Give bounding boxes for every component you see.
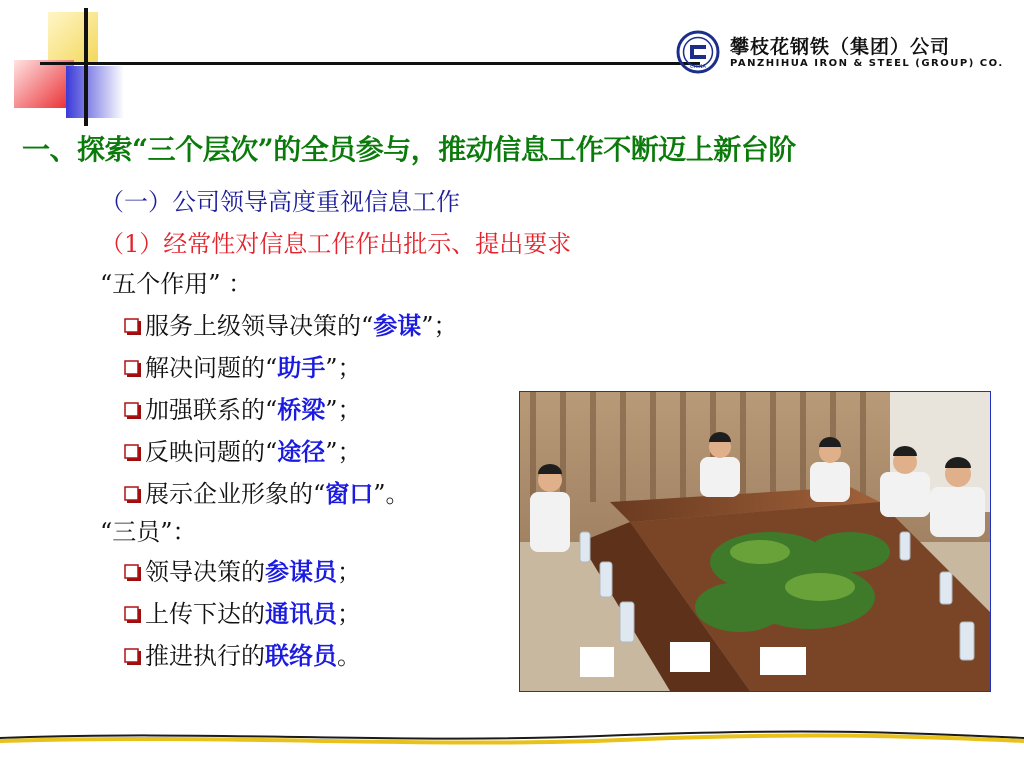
- item-punctuation: 。: [337, 642, 361, 670]
- item-text: 上传下达的: [145, 600, 265, 628]
- company-name-cn: 攀枝花钢铁（集团）公司: [730, 36, 951, 58]
- checkbox-bullet-icon: [124, 648, 142, 666]
- company-logo: [676, 30, 1016, 74]
- checkbox-bullet-icon: [124, 444, 142, 462]
- five-roles-item: [124, 432, 362, 467]
- group-label-three-members: “三员”：: [100, 518, 197, 546]
- section-heading: （一）公司领导高度重视信息工作: [100, 188, 460, 216]
- item-punctuation: ”。: [373, 480, 410, 508]
- item-key-term: 参谋: [373, 311, 422, 340]
- checkbox-bullet-icon: [124, 360, 142, 378]
- item-text: 加强联系的“: [145, 396, 278, 424]
- item-text: 反映问题的“: [145, 438, 278, 466]
- item-text: 展示企业形象的“: [145, 480, 326, 508]
- item-key-term: 联络员: [265, 641, 337, 670]
- item-text: 推进执行的: [145, 642, 265, 670]
- checkbox-bullet-icon: [124, 564, 142, 582]
- company-name-en: PANZHIHUA IRON & STEEL (GROUP) CO.: [730, 58, 1004, 69]
- three-members-item: [124, 552, 361, 587]
- item-punctuation: ；: [337, 600, 361, 628]
- five-roles-item: [124, 390, 362, 425]
- item-key-term: 通讯员: [265, 599, 337, 628]
- meeting-photo-illustration: [520, 392, 990, 691]
- subheading: （1）经常性对信息工作作出批示、提出要求: [100, 230, 572, 258]
- item-punctuation: ”；: [325, 438, 362, 466]
- item-text: 解决问题的“: [145, 354, 278, 382]
- pangang-emblem-icon: [676, 30, 720, 74]
- slide-title: 一、探索“三个层次”的全员参与，推动信息工作不断迈上新台阶: [22, 133, 796, 166]
- item-text: 领导决策的: [145, 558, 265, 586]
- group-label-five-roles: “五个作用” ：: [100, 270, 253, 298]
- decor-red-square: [14, 60, 74, 108]
- five-roles-item: [124, 474, 410, 509]
- item-key-term: 桥梁: [277, 395, 326, 424]
- item-key-term: 参谋员: [265, 557, 337, 586]
- three-members-item: [124, 594, 361, 629]
- decor-blue-square: [66, 66, 124, 118]
- item-punctuation: ；: [337, 558, 361, 586]
- decor-horizontal-line: [40, 62, 700, 65]
- footer-decor-line: [0, 726, 1024, 748]
- checkbox-bullet-icon: [124, 606, 142, 624]
- item-text: 服务上级领导决策的“: [145, 312, 374, 340]
- decor-vertical-line: [84, 8, 88, 126]
- checkbox-bullet-icon: [124, 486, 142, 504]
- three-members-item: [124, 636, 361, 671]
- emblem-text: CHINA: [690, 64, 706, 70]
- item-key-term: 途径: [277, 437, 326, 466]
- item-punctuation: ”；: [325, 396, 362, 424]
- checkbox-bullet-icon: [124, 402, 142, 420]
- decor-yellow-square: [48, 12, 98, 64]
- item-key-term: 助手: [277, 353, 326, 382]
- item-punctuation: ”；: [421, 312, 458, 340]
- five-roles-item: [124, 306, 458, 341]
- five-roles-item: [124, 348, 362, 383]
- item-punctuation: ”；: [325, 354, 362, 382]
- item-key-term: 窗口: [325, 479, 374, 508]
- checkbox-bullet-icon: [124, 318, 142, 336]
- meeting-photo: [519, 391, 991, 692]
